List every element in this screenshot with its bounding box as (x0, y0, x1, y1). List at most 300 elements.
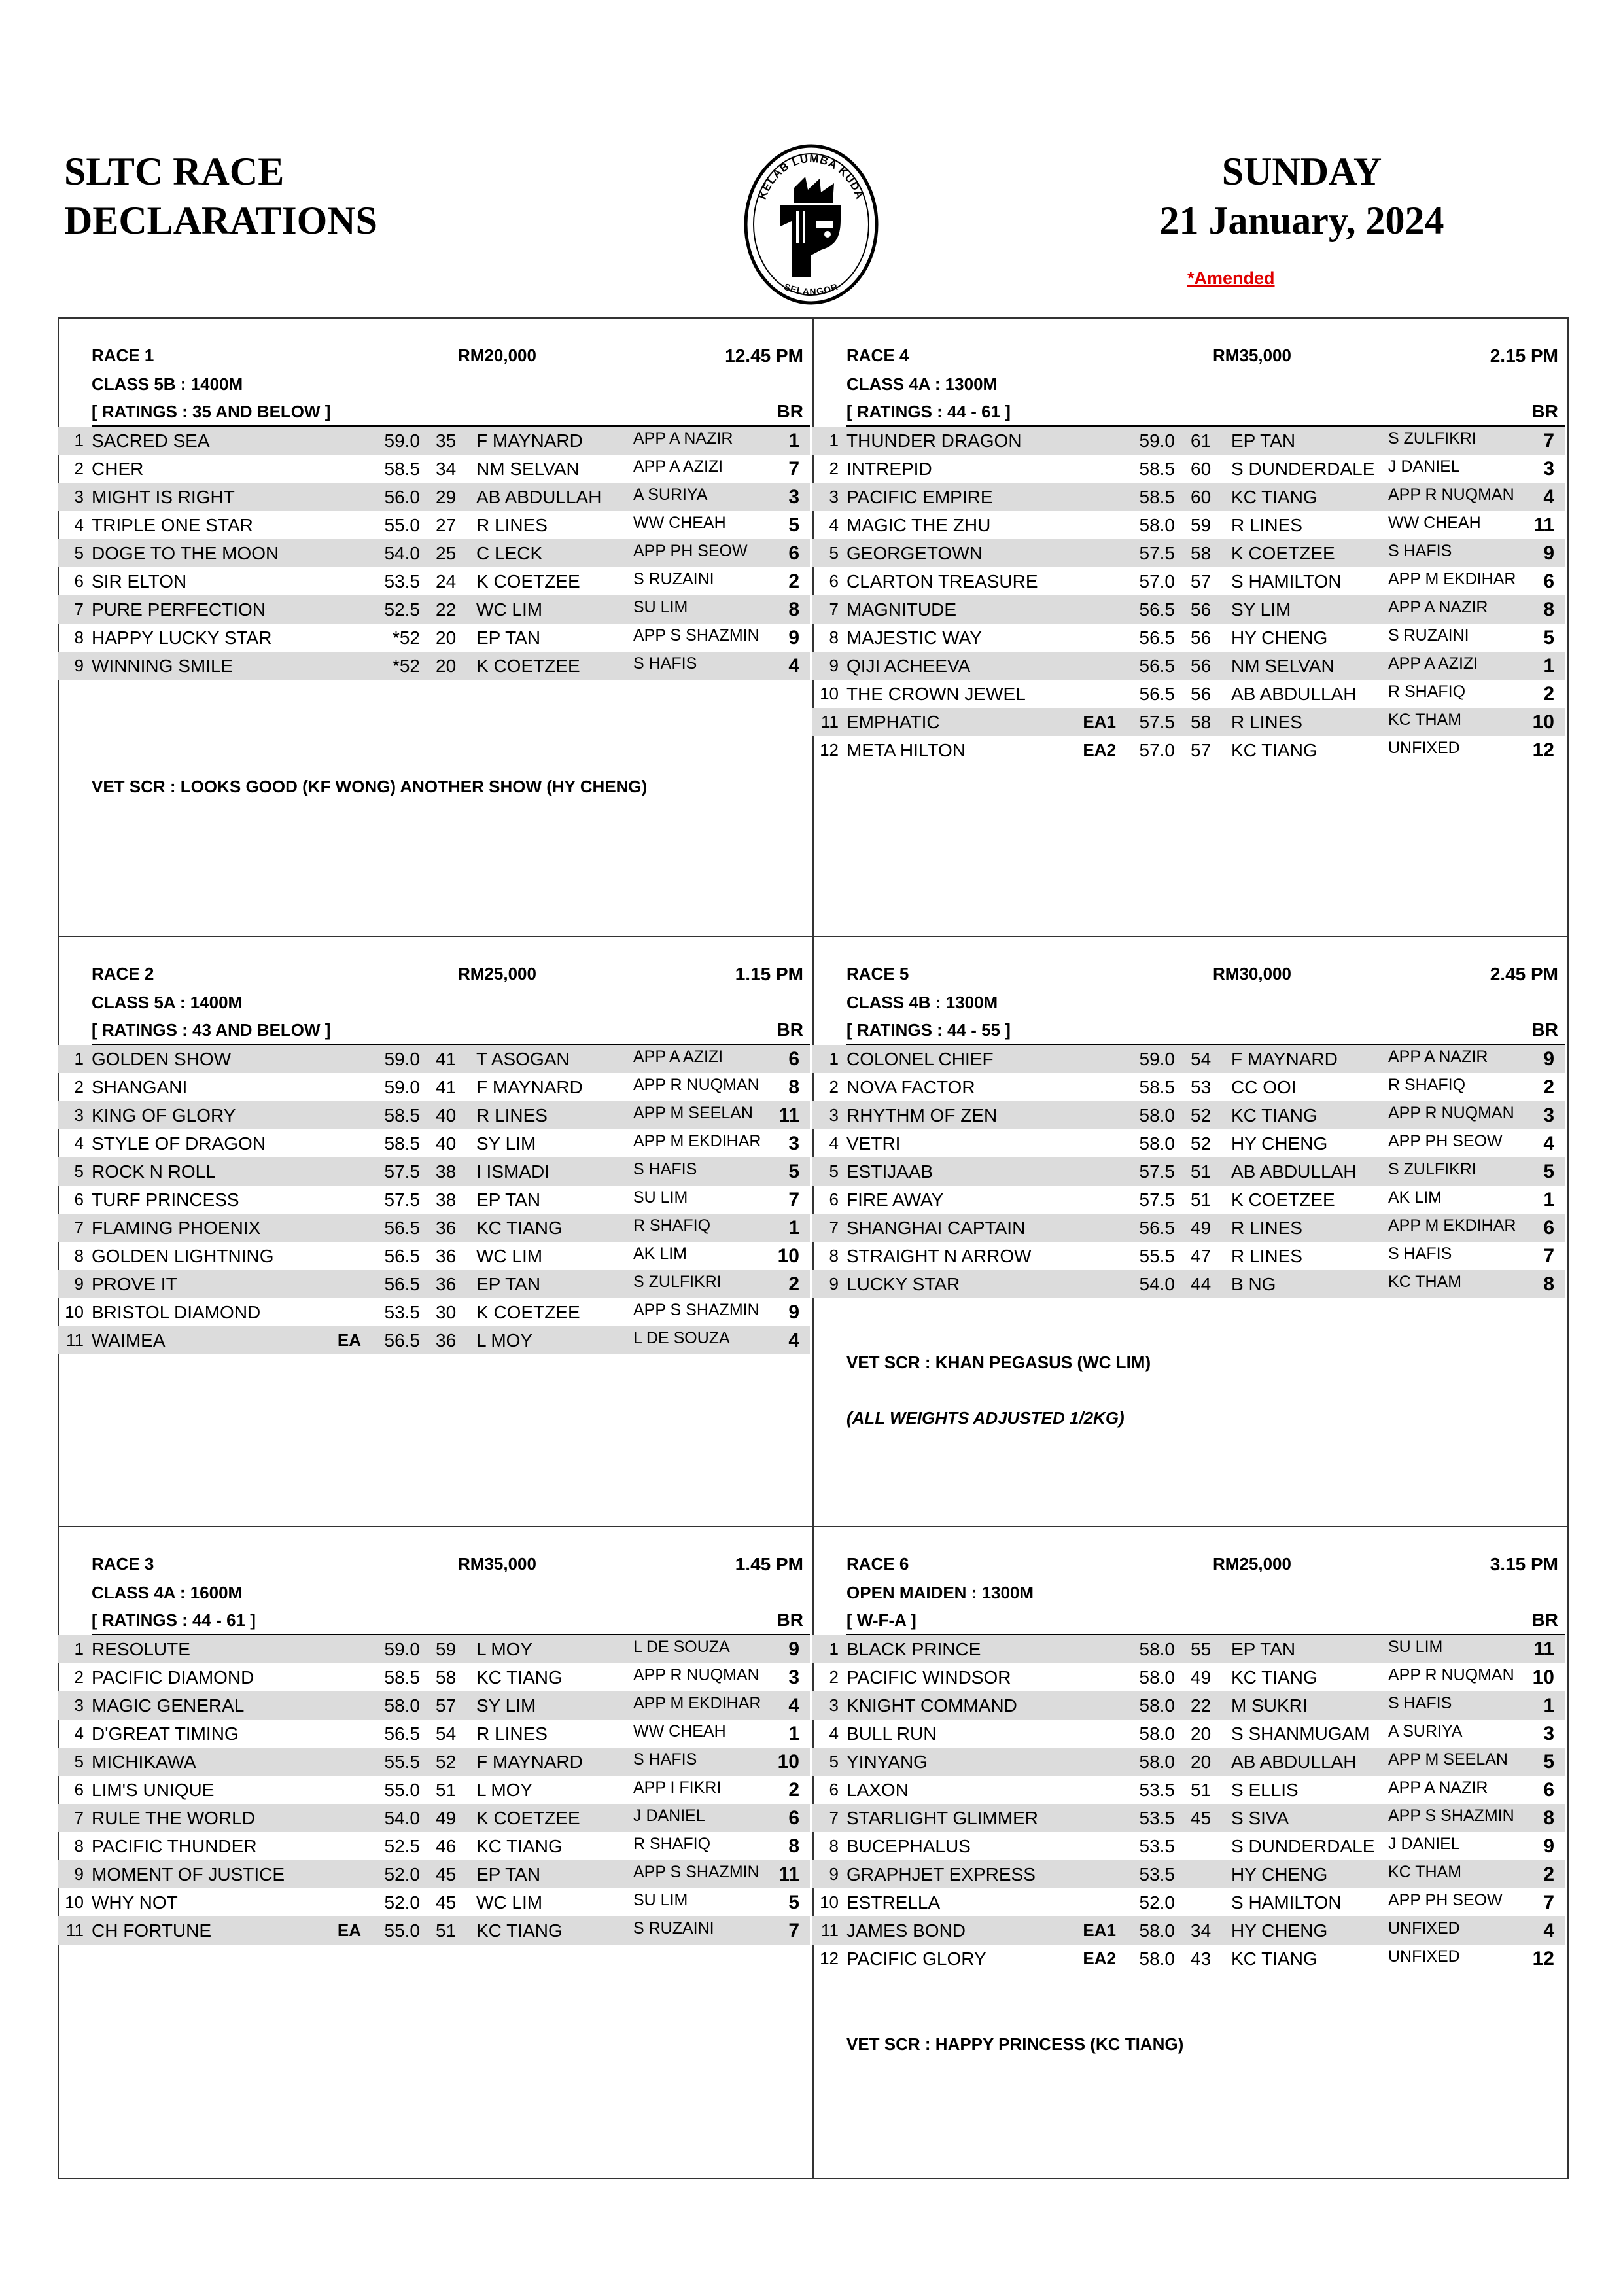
weight: 53.5 (384, 1302, 420, 1322)
race-time: 12.45 PM (725, 345, 803, 366)
race-class: CLASS 4A : 1300M (846, 374, 998, 394)
grid-divider-horizontal-2 (58, 1526, 1569, 1527)
entry-number: 9 (829, 1864, 839, 1884)
jockey: KC TIANG (1231, 1105, 1318, 1125)
entry-row (58, 1101, 810, 1129)
weight: 59.0 (384, 431, 420, 451)
barrier: 5 (788, 1161, 799, 1182)
weight: 54.0 (384, 1808, 420, 1828)
jockey: L MOY (476, 1780, 533, 1800)
horse-name: STARLIGHT GLIMMER (846, 1808, 1039, 1828)
barrier: 7 (788, 1920, 799, 1941)
jockey: KC TIANG (476, 1836, 563, 1856)
trainer: S HAFIS (1388, 1245, 1452, 1263)
barrier: 5 (1543, 1751, 1554, 1773)
horse-name: BULL RUN (846, 1723, 937, 1744)
jockey: R LINES (476, 515, 548, 535)
horse-name: VETRI (846, 1133, 901, 1154)
rating: 24 (436, 571, 457, 592)
barrier: 8 (1543, 599, 1554, 620)
barrier: 11 (1533, 514, 1554, 536)
weight: 56.5 (1139, 627, 1175, 648)
club-logo (742, 143, 880, 306)
race-header (58, 960, 810, 989)
race-name: RACE 1 (92, 345, 154, 365)
rating: 51 (1191, 1780, 1212, 1800)
weight: 56.5 (1139, 684, 1175, 704)
entry-number: 6 (829, 1780, 839, 1799)
race-note: VET SCR : HAPPY PRINCESS (KC TIANG) (846, 2034, 1184, 2054)
trainer: R SHAFIQ (1388, 1076, 1466, 1094)
weight: 52.0 (1139, 1892, 1175, 1913)
trainer: S HAFIS (633, 1160, 697, 1178)
horse-name: META HILTON (846, 740, 966, 760)
trainer: APP A NAZIR (1388, 1048, 1488, 1066)
barrier: 3 (1543, 458, 1554, 480)
entry-number: 7 (74, 1808, 84, 1828)
rating: 56 (1191, 599, 1212, 620)
rating: 41 (436, 1049, 457, 1069)
jockey: S HAMILTON (1231, 1892, 1342, 1913)
barrier: 8 (788, 1835, 799, 1857)
entry-row (58, 1776, 810, 1804)
rating: 58 (1191, 543, 1212, 563)
trainer: APP M EKDIHAR (633, 1132, 761, 1150)
race-block (58, 342, 810, 796)
jockey: KC TIANG (1231, 1667, 1318, 1687)
rating: 57 (1191, 740, 1212, 760)
rating: 54 (436, 1723, 457, 1744)
trainer: APP A NAZIR (633, 429, 733, 448)
weight: 56.5 (384, 1246, 420, 1266)
horse-name: KNIGHT COMMAND (846, 1695, 1017, 1716)
entry-row (812, 680, 1565, 708)
jockey: K COETZEE (1231, 543, 1335, 563)
entry-row (58, 1326, 810, 1354)
rating: 56 (1191, 684, 1212, 704)
entry-row (58, 511, 810, 539)
barrier: 2 (1543, 1076, 1554, 1098)
barrier: 5 (1543, 627, 1554, 648)
race-block (58, 1550, 810, 1945)
horse-name: FIRE AWAY (846, 1190, 944, 1210)
jockey: S DUNDERDALE (1231, 459, 1375, 479)
entry-row (812, 1720, 1565, 1748)
jockey: AB ABDULLAH (1231, 1161, 1357, 1182)
race-time: 1.45 PM (735, 1554, 803, 1574)
entry-number: 8 (829, 1836, 839, 1856)
entry-row (812, 1832, 1565, 1860)
entry-row (812, 1270, 1565, 1298)
entry-row (58, 1663, 810, 1691)
rating: 20 (1191, 1752, 1212, 1772)
entry-number: 12 (820, 1949, 839, 1968)
barrier: 12 (1532, 739, 1554, 761)
entry-row (58, 1832, 810, 1860)
entry-row (58, 652, 810, 680)
jockey: CC OOI (1231, 1077, 1297, 1097)
barrier: 7 (1543, 1892, 1554, 1913)
entry-number: 8 (74, 627, 84, 647)
race-prize: RM35,000 (1213, 345, 1291, 365)
race-time: 1.15 PM (735, 964, 803, 984)
weight: 57.5 (1139, 712, 1175, 732)
barrier: 1 (1543, 1695, 1554, 1716)
rating: 45 (436, 1892, 457, 1913)
weight: 56.0 (384, 487, 420, 507)
entry-row (812, 1635, 1565, 1663)
entry-number: 1 (74, 1049, 84, 1069)
entry-row (812, 567, 1565, 595)
race-class: CLASS 4A : 1600M (92, 1583, 243, 1602)
jockey: K COETZEE (476, 1808, 580, 1828)
rating: 57 (436, 1695, 457, 1716)
barrier: 3 (788, 486, 799, 508)
entry-row (58, 1691, 810, 1720)
rating: 22 (436, 599, 457, 620)
br-column-header: BR (777, 401, 803, 421)
entry-row (812, 652, 1565, 680)
race-date: 21 January, 2024 (1159, 199, 1444, 242)
horse-name: LIM'S UNIQUE (92, 1780, 215, 1800)
entry-number: 2 (74, 459, 84, 478)
horse-name: MAGIC GENERAL (92, 1695, 245, 1716)
horse-name: MICHIKAWA (92, 1752, 196, 1772)
weight: 52.5 (384, 599, 420, 620)
entry-number: 3 (829, 487, 839, 506)
horse-name: ESTRELLA (846, 1892, 941, 1913)
trainer: APP M EKDIHAR (633, 1694, 761, 1712)
jockey: SY LIM (476, 1133, 536, 1154)
horse-name: DOGE TO THE MOON (92, 543, 279, 563)
jockey: HY CHENG (1231, 1920, 1328, 1941)
rating: 30 (436, 1302, 457, 1322)
barrier: 3 (788, 1133, 799, 1154)
barrier: 8 (1543, 1807, 1554, 1829)
rating: 51 (436, 1920, 457, 1941)
br-column-header: BR (777, 1019, 803, 1040)
barrier: 5 (1543, 1161, 1554, 1182)
weight: 58.5 (384, 1133, 420, 1154)
entry-number: 5 (74, 1161, 84, 1181)
entry-number: 5 (829, 1161, 839, 1181)
entry-row (812, 1129, 1565, 1157)
entry-row (812, 1186, 1565, 1214)
trainer: APP R NUQMAN (1388, 1666, 1514, 1684)
trainer: KC THAM (1388, 1863, 1462, 1881)
horse-name: SHANGANI (92, 1077, 188, 1097)
entry-row (58, 483, 810, 511)
weight: 58.0 (384, 1695, 420, 1716)
horse-name: THUNDER DRAGON (846, 431, 1022, 451)
title-line-2: DECLARATIONS (64, 199, 377, 242)
weight: 58.5 (384, 459, 420, 479)
weight: 58.0 (1139, 1695, 1175, 1716)
trainer: WW CHEAH (1388, 514, 1481, 532)
horse-name: BUCEPHALUS (846, 1836, 971, 1856)
barrier: 4 (1543, 486, 1554, 508)
weight: 59.0 (384, 1049, 420, 1069)
jockey: WC LIM (476, 1246, 543, 1266)
weight: 55.0 (384, 1920, 420, 1941)
entry-number: 7 (74, 1218, 84, 1237)
entry-row (58, 455, 810, 483)
rating: 29 (436, 487, 457, 507)
jockey: EP TAN (1231, 431, 1296, 451)
weight: 55.0 (384, 515, 420, 535)
jockey: I ISMADI (476, 1161, 550, 1182)
trainer: AK LIM (1388, 1188, 1442, 1207)
trainer: APP S SHAZMIN (633, 626, 759, 645)
entry-number: 9 (74, 1274, 84, 1294)
race-class: OPEN MAIDEN : 1300M (846, 1583, 1034, 1602)
logo-text-top: KELAB LUMBA KUDA (756, 152, 867, 202)
trainer: APP S SHAZMIN (1388, 1807, 1514, 1825)
race-time: 2.15 PM (1490, 345, 1558, 366)
weight: 52.5 (384, 1836, 420, 1856)
weight: 58.0 (1139, 515, 1175, 535)
weight: 57.5 (1139, 1190, 1175, 1210)
rating-text: [ RATINGS : 44 - 61 ] (92, 1610, 256, 1630)
trainer: J DANIEL (1388, 457, 1460, 476)
jockey: S HAMILTON (1231, 571, 1342, 592)
barrier: 5 (788, 1892, 799, 1913)
weight: 57.0 (1139, 740, 1175, 760)
horse-name: LUCKY STAR (846, 1274, 960, 1294)
rating: 56 (1191, 627, 1212, 648)
emergency-acceptor: EA (337, 1920, 361, 1940)
weight: 55.5 (384, 1752, 420, 1772)
weight: 58.0 (1139, 1752, 1175, 1772)
rating: 40 (436, 1105, 457, 1125)
weight: 56.5 (384, 1218, 420, 1238)
entry-number: 4 (74, 1133, 84, 1153)
entry-number: 5 (829, 1752, 839, 1771)
entry-number: 8 (829, 1246, 839, 1265)
barrier: 7 (1543, 430, 1554, 451)
jockey: KC TIANG (1231, 1949, 1318, 1969)
entry-row (812, 1691, 1565, 1720)
horse-name: YINYANG (846, 1752, 928, 1772)
barrier: 6 (788, 542, 799, 564)
entry-row (58, 1860, 810, 1888)
entry-number: 2 (74, 1077, 84, 1097)
trainer: APP R NUQMAN (633, 1666, 759, 1684)
emergency-acceptor: EA1 (1083, 712, 1116, 732)
rating-text: [ RATINGS : 35 AND BELOW ] (92, 402, 331, 421)
race-note: (ALL WEIGHTS ADJUSTED 1/2KG) (846, 1408, 1125, 1428)
rating: 57 (1191, 571, 1212, 592)
trainer: APP A NAZIR (1388, 598, 1488, 616)
entry-row (58, 539, 810, 567)
entry-row (58, 1045, 810, 1073)
trainer: S HAFIS (1388, 1694, 1452, 1712)
horse-name: ESTIJAAB (846, 1161, 934, 1182)
barrier: 4 (1543, 1133, 1554, 1154)
emergency-acceptor: EA1 (1083, 1920, 1116, 1940)
entry-number: 11 (821, 1920, 839, 1940)
trainer: AK LIM (633, 1245, 687, 1263)
race-rating (846, 398, 1565, 427)
trainer: KC THAM (1388, 1273, 1462, 1291)
trainer: SU LIM (633, 1188, 688, 1207)
grid-divider-horizontal-1 (58, 936, 1569, 937)
rating: 43 (1191, 1949, 1212, 1969)
rating: 40 (436, 1133, 457, 1154)
barrier: 8 (788, 1076, 799, 1098)
jockey: S DUNDERDALE (1231, 1836, 1375, 1856)
entry-number: 7 (829, 1218, 839, 1237)
race-date-block (1073, 147, 1531, 245)
entry-number: 3 (74, 487, 84, 506)
rating: 58 (1191, 712, 1212, 732)
race-name: RACE 4 (846, 345, 909, 365)
entry-row (58, 624, 810, 652)
rating: 60 (1191, 487, 1212, 507)
barrier: 2 (1543, 1863, 1554, 1885)
entry-number: 3 (829, 1695, 839, 1715)
entry-row (812, 1214, 1565, 1242)
jockey: HY CHENG (1231, 627, 1328, 648)
race-class: CLASS 4B : 1300M (846, 993, 998, 1012)
race-block (812, 960, 1565, 1428)
rating: 36 (436, 1330, 457, 1351)
br-column-header: BR (777, 1610, 803, 1630)
entry-row (58, 427, 810, 455)
horse-name: HAPPY LUCKY STAR (92, 627, 272, 648)
entry-row (812, 736, 1565, 764)
barrier: 1 (788, 1217, 799, 1239)
weight: 58.0 (1139, 1133, 1175, 1154)
entry-number: 8 (74, 1836, 84, 1856)
weight: 58.5 (384, 1667, 420, 1687)
barrier: 9 (788, 627, 799, 648)
rating: 55 (1191, 1639, 1212, 1659)
entry-row (812, 1242, 1565, 1270)
horse-name: INTREPID (846, 459, 932, 479)
trainer: APP R NUQMAN (1388, 486, 1514, 504)
jockey: NM SELVAN (1231, 656, 1335, 676)
weight: 57.5 (1139, 1161, 1175, 1182)
jockey: L MOY (476, 1639, 533, 1659)
barrier: 2 (1543, 683, 1554, 705)
entry-number: 7 (829, 1808, 839, 1828)
weight: 55.5 (1139, 1246, 1175, 1266)
barrier: 7 (788, 1189, 799, 1210)
entry-number: 5 (829, 543, 839, 563)
weight: 54.0 (1139, 1274, 1175, 1294)
race-class: CLASS 5B : 1400M (92, 374, 243, 394)
weight: 58.0 (1139, 1667, 1175, 1687)
entry-number: 10 (820, 684, 839, 703)
entry-row (812, 511, 1565, 539)
trainer: WW CHEAH (633, 1722, 726, 1740)
barrier: 11 (778, 1863, 799, 1885)
entry-row (58, 1748, 810, 1776)
horse-name: PACIFIC THUNDER (92, 1836, 257, 1856)
horse-name: PROVE IT (92, 1274, 177, 1294)
rating-text: [ RATINGS : 43 AND BELOW ] (92, 1020, 331, 1040)
weight: 58.0 (1139, 1920, 1175, 1941)
weight: 59.0 (384, 1077, 420, 1097)
entry-number: 1 (829, 1049, 839, 1069)
trainer: KC THAM (1388, 711, 1462, 729)
rating: 52 (1191, 1105, 1212, 1125)
entry-number: 12 (820, 740, 839, 760)
rating: 20 (436, 627, 457, 648)
barrier: 1 (1543, 1189, 1554, 1210)
trainer: SU LIM (633, 598, 688, 616)
entry-row (58, 1129, 810, 1157)
jockey: S ELLIS (1231, 1780, 1299, 1800)
barrier: 2 (788, 571, 799, 592)
rating-text: [ RATINGS : 44 - 55 ] (846, 1020, 1011, 1040)
weight: 57.5 (384, 1190, 420, 1210)
entry-row (812, 1945, 1565, 1973)
jockey: HY CHENG (1231, 1864, 1328, 1884)
entry-number: 3 (829, 1105, 839, 1125)
trainer: APP A AZIZI (633, 1048, 724, 1066)
trainer: L DE SOUZA (633, 1638, 730, 1656)
barrier: 10 (777, 1245, 799, 1267)
entry-number: 6 (74, 1780, 84, 1799)
trainer: R SHAFIQ (633, 1216, 711, 1235)
jockey: KC TIANG (476, 1920, 563, 1941)
rating: 56 (1191, 656, 1212, 676)
entry-number: 2 (829, 1667, 839, 1687)
jockey: SY LIM (1231, 599, 1291, 620)
race-block (812, 342, 1565, 764)
trainer: A SURIYA (633, 486, 708, 504)
entry-row (58, 1214, 810, 1242)
trainer: APP R NUQMAN (1388, 1104, 1514, 1122)
horse-name: KING OF GLORY (92, 1105, 236, 1125)
weight: 52.0 (384, 1892, 420, 1913)
trainer: L DE SOUZA (633, 1329, 730, 1347)
jockey: KC TIANG (1231, 740, 1318, 760)
barrier: 4 (788, 1330, 799, 1351)
entry-row (58, 1157, 810, 1186)
entry-row (812, 427, 1565, 455)
race-time: 3.15 PM (1490, 1554, 1558, 1574)
barrier: 10 (1532, 1667, 1554, 1688)
entry-row (58, 1186, 810, 1214)
barrier: 6 (1543, 1779, 1554, 1801)
weight: 56.5 (1139, 1218, 1175, 1238)
barrier: 11 (1533, 1638, 1554, 1660)
jockey: WC LIM (476, 1892, 543, 1913)
rating: 38 (436, 1190, 457, 1210)
weight: 57.5 (384, 1161, 420, 1182)
weight: 53.5 (384, 571, 420, 592)
entry-row (812, 708, 1565, 736)
race-prize: RM30,000 (1213, 964, 1291, 983)
rating: 20 (436, 656, 457, 676)
weight: 53.5 (1139, 1808, 1175, 1828)
horse-name: GOLDEN SHOW (92, 1049, 232, 1069)
entry-row (812, 1748, 1565, 1776)
weight: 59.0 (1139, 1049, 1175, 1069)
horse-name: PURE PERFECTION (92, 599, 266, 620)
trainer: A SURIYA (1388, 1722, 1463, 1740)
horse-name: BRISTOL DIAMOND (92, 1302, 261, 1322)
rating: 58 (436, 1667, 457, 1687)
race-block (58, 960, 810, 1354)
weight: 55.0 (384, 1780, 420, 1800)
rating: 44 (1191, 1274, 1212, 1294)
entry-number: 6 (74, 571, 84, 591)
trainer: UNFIXED (1388, 1947, 1460, 1966)
